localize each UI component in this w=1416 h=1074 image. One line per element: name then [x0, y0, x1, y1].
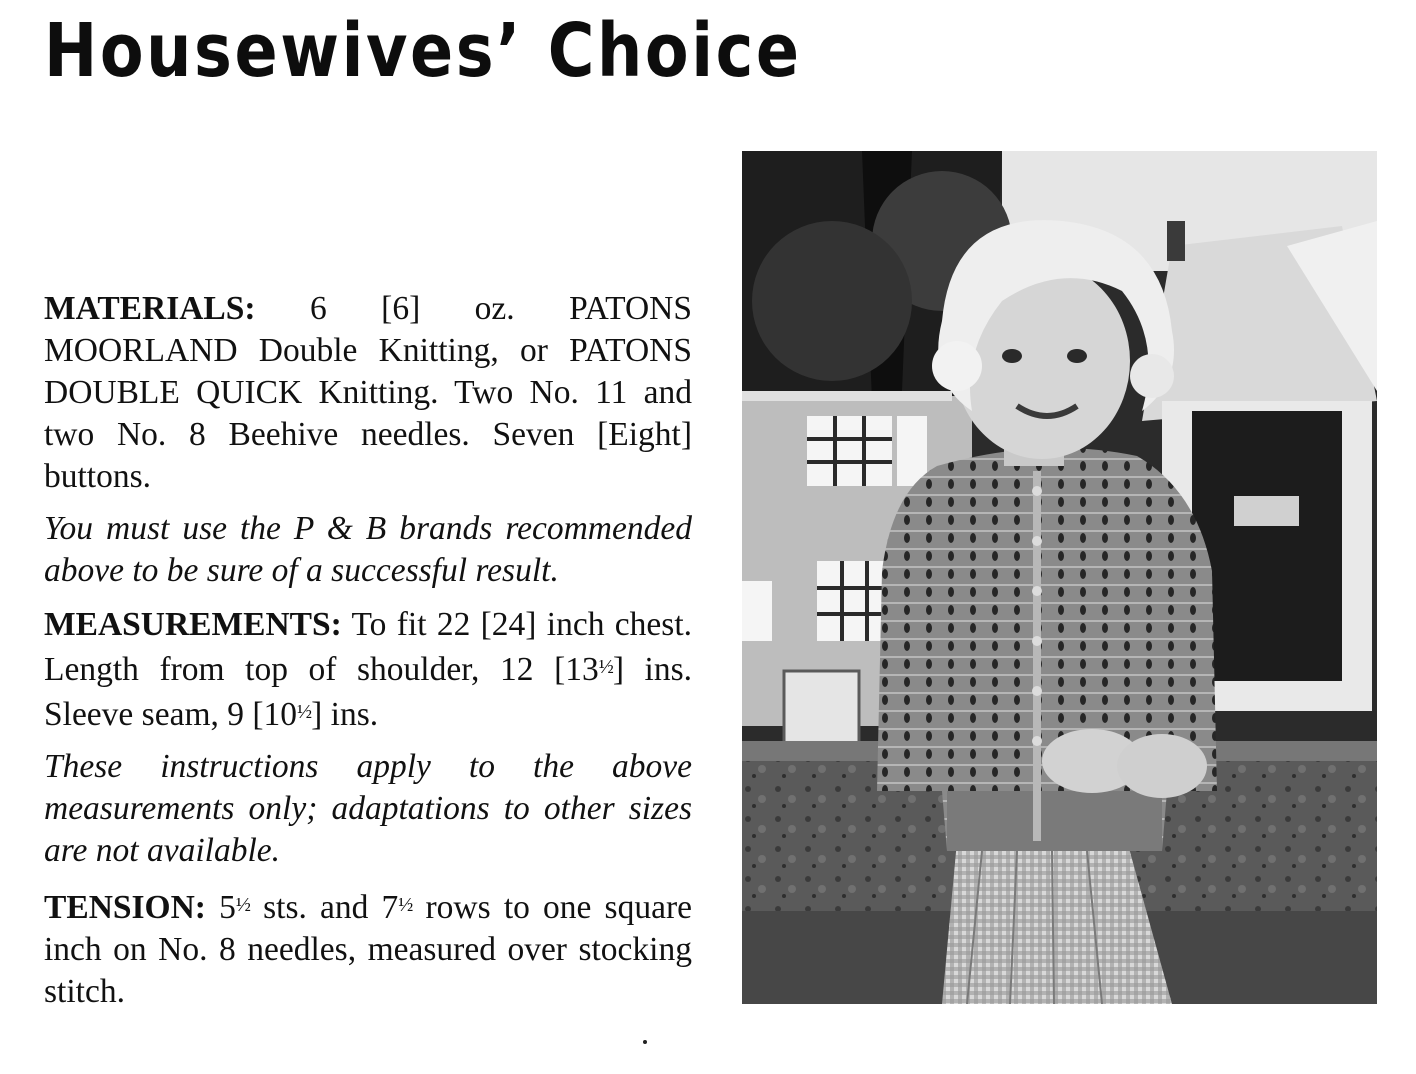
fraction-half: ½	[297, 701, 312, 724]
tension-text: sts. and 7	[249, 889, 399, 927]
pattern-details	[44, 288, 692, 1023]
tension-section	[44, 884, 692, 1013]
measurements-note: These instructions apply to the above measurements only; adaptations to other sizes are not available.	[44, 748, 692, 870]
measurements-section	[44, 604, 692, 736]
tension-text: rows to one square inch on No. 8 needles, measured over stocking stitch.	[44, 889, 692, 1011]
child-photo	[742, 151, 1377, 1004]
fraction-half: ½	[235, 894, 250, 917]
fraction-half: ½	[598, 656, 613, 678]
tension-text: 5	[205, 889, 236, 927]
measurements-label: MEASUREMENTS:	[44, 606, 342, 643]
materials-section	[44, 288, 692, 498]
print-speck	[643, 1040, 647, 1044]
measurements-text: ] ins. Sleeve seam, 9 [10	[44, 651, 693, 734]
measurements-text: To fit 22 [24] inch chest. Length from top of shoulder, 12 [13	[44, 606, 692, 689]
materials-label: MATERIALS:	[44, 290, 256, 327]
materials-note: You must use the P & B brands recommended above to be sure of a successful result.	[44, 510, 692, 589]
fraction-half: ½	[398, 894, 413, 917]
materials-text: 6 [6] oz. PATONS MOORLAND Double Knitting, or PATONS DOUBLE QUICK Knitting. Two No. 11 and two No. 8 Beehive needles. Seven [Eight] buttons.	[44, 290, 692, 495]
measurements-text: ] ins.	[311, 696, 379, 734]
tension-label: TENSION:	[44, 889, 206, 927]
page-title: Housewives’ Choice	[44, 8, 802, 94]
